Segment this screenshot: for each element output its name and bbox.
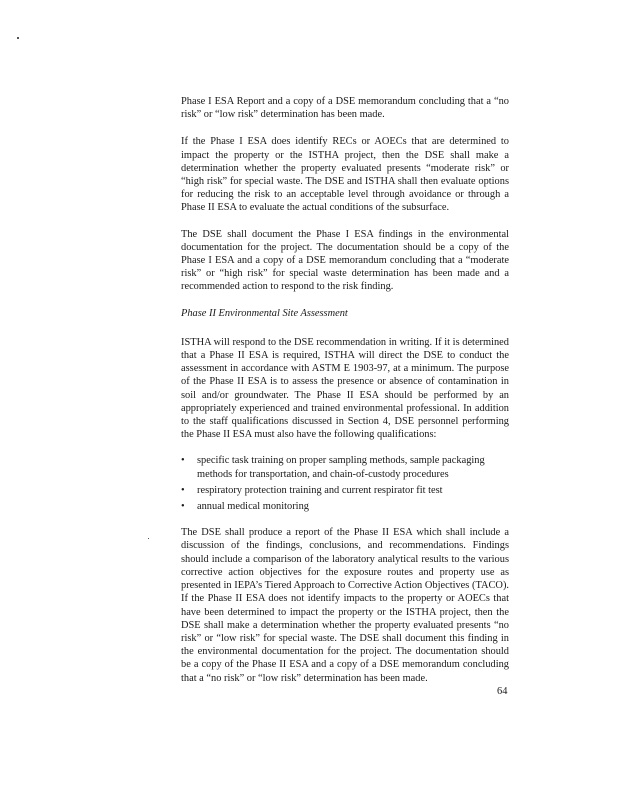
page-number: 64 <box>497 686 508 697</box>
list-item <box>181 454 509 480</box>
list-item-text: respiratory protection training and current respirator fit test <box>197 484 443 496</box>
scan-speck <box>148 538 149 539</box>
paragraph-phase1-conclusion: Phase I ESA Report and a copy of a DSE memorandum concluding that a “no risk” or “low risk” determination has been made. <box>181 96 509 121</box>
bullet-icon: • <box>181 501 185 513</box>
bullet-icon: • <box>181 455 185 467</box>
section-heading-phase2: Phase II Environmental Site Assessment <box>181 307 348 319</box>
bullet-icon: • <box>181 484 185 496</box>
paragraph-phase1-documentation: The DSE shall document the Phase I ESA findings in the environmental documentation for the project. The documentation should be a copy of the Phase I ESA and a copy of a DSE memorandum concluding that a “moderate risk” or “high risk” for special waste determination has been made and a recommended action to respond to the risk finding. <box>181 228 509 293</box>
list-item-text: specific task training on proper sampling methods, sample packaging methods for transportation, and chain-of-custody procedures <box>197 455 485 480</box>
paragraph-phase2-report: The DSE shall produce a report of the Phase II ESA which shall include a discussion of the findings, conclusions, and recommendations. Findings should include a comparison of the laboratory analytical results to the various corrective action objectives for the exposure routes and property use as presented in IEPA’s Tiered Approach to Corrective Action Objectives (TACO). If the Phase II ESA does not identify impacts to the property or AOECs that have been determined to impact the property or the ISTHA project, then the DSE shall make a determination whether the property evaluated presents “no risk” or “low risk” for special waste. The DSE shall document this finding in the environmental documentation for the project. The documentation should be a copy of the Phase II ESA and a copy of a DSE memorandum concluding that a “no risk” or “low risk” determination has been made. <box>181 527 509 684</box>
page-body <box>181 95 509 698</box>
qualifications-list <box>181 454 509 513</box>
list-item <box>181 500 509 513</box>
paragraph-phase2-requirements: ISTHA will respond to the DSE recommendation in writing. If it is determined that a Phase II ESA is required, ISTHA will direct the DSE to conduct the assessment in accordance with ASTM E 1903-97, at a minimum. The purpose of the Phase II ESA is to assess the presence or absence of contamination in soil and/or groundwater. The Phase II ESA should be performed by an appropriately experienced and trained environmental professional. In addition to the staff qualifications discussed in Section 4, DSE personnel performing the Phase II ESA must also have the following qualifications: <box>181 336 509 441</box>
paragraph-phase1-identified-risk: If the Phase I ESA does identify RECs or AOECs that are determined to impact the property or the ISTHA project, then the DSE shall make a determination whether the property evaluated presents “moderate risk” or “high risk” for special waste. The DSE and ISTHA shall then evaluate options for reducing the risk to an acceptable level through avoidance or through a Phase II ESA to evaluate the actual conditions of the subsurface. <box>181 136 509 214</box>
scan-speck <box>17 37 19 39</box>
list-item <box>181 484 509 497</box>
list-item-text: annual medical monitoring <box>197 501 309 513</box>
